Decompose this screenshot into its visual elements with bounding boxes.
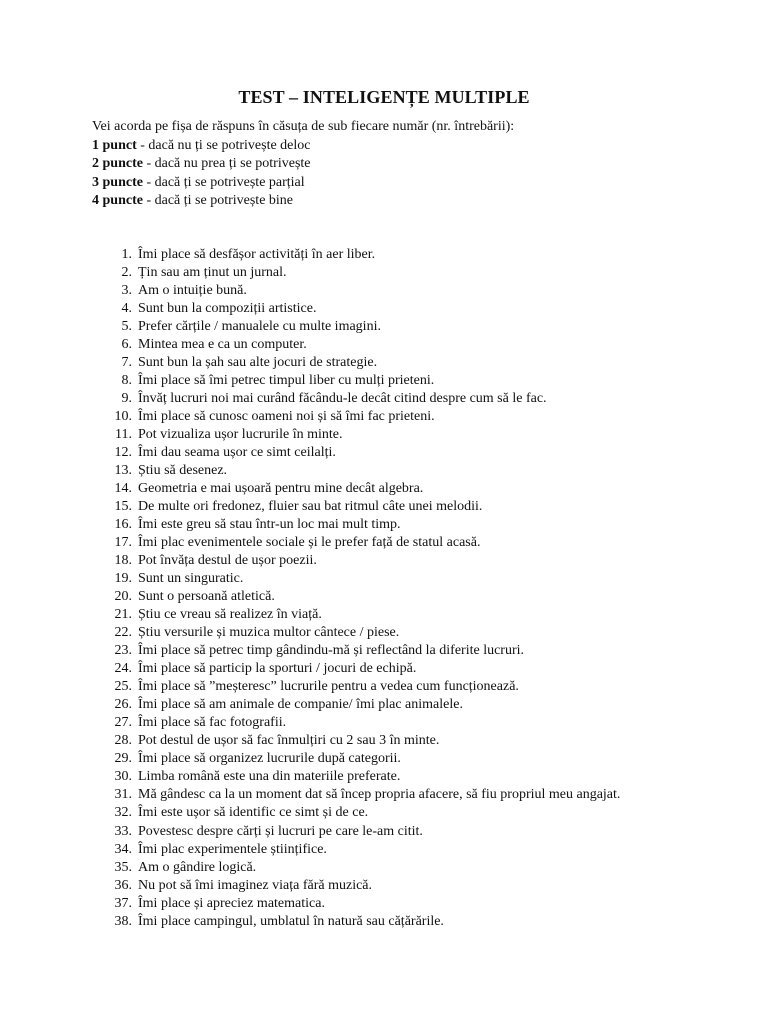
- question-number: 38.: [114, 913, 132, 929]
- question-text: De multe ori fredonez, fluier sau bat ritmul câte unei melodii.: [138, 499, 483, 515]
- question-number: 17.: [114, 535, 132, 551]
- question-text: Mă gândesc ca la un moment dat să încep propria afacere, să fiu propriul meu angajat.: [138, 787, 621, 803]
- question-text: Pot destul de ușor să fac înmulțiri cu 2 sau 3 în minte.: [138, 733, 440, 749]
- question-number: 30.: [114, 769, 132, 785]
- document-title: TEST – INTELIGENȚE MULTIPLE: [238, 87, 530, 107]
- question-item: [106, 300, 620, 318]
- question-item: [106, 786, 620, 804]
- question-item: [106, 877, 620, 895]
- question-item: [106, 408, 620, 426]
- question-number: 26.: [114, 697, 132, 713]
- question-item: [106, 570, 620, 588]
- question-item: [106, 804, 620, 822]
- question-item: [106, 841, 620, 859]
- question-text: Sunt bun la compoziții artistice.: [138, 301, 317, 317]
- question-list: [106, 246, 620, 931]
- question-text: Sunt o persoană atletică.: [138, 589, 275, 605]
- question-text: Îmi place să cunosc oameni noi și să îmi fac prieteni.: [138, 409, 435, 425]
- question-number: 11.: [115, 427, 132, 443]
- scoring-line: [92, 192, 514, 211]
- question-number: 6.: [121, 337, 132, 353]
- question-number: 15.: [114, 499, 132, 515]
- question-number: 37.: [114, 895, 132, 911]
- question-item: [106, 372, 620, 390]
- question-item: [106, 624, 620, 642]
- question-item: [106, 516, 620, 534]
- question-item: [106, 606, 620, 624]
- question-number: 31.: [114, 787, 132, 803]
- question-item: [106, 480, 620, 498]
- question-text: Pot învăța destul de ușor poezii.: [138, 553, 317, 569]
- question-text: Îmi place să particip la sporturi / jocuri de echipă.: [138, 661, 417, 677]
- question-item: [106, 354, 620, 372]
- question-text: Îmi place și apreciez matematica.: [138, 895, 325, 911]
- question-item: [106, 768, 620, 786]
- question-number: 24.: [114, 661, 132, 677]
- question-item: [106, 859, 620, 877]
- question-text: Geometria e mai ușoară pentru mine decât algebra.: [138, 481, 424, 497]
- question-text: Îmi place să ”meșteresc” lucrurile pentru a vedea cum funcționează.: [138, 679, 519, 695]
- question-item: [106, 336, 620, 354]
- question-number: 5.: [121, 319, 132, 335]
- question-number: 1.: [121, 247, 132, 262]
- question-number: 10.: [114, 409, 132, 425]
- scoring-line: [92, 155, 514, 174]
- question-number: 8.: [121, 373, 132, 389]
- question-item: [106, 913, 620, 931]
- question-text: Știu ce vreau să realizez în viață.: [138, 607, 322, 623]
- question-text: Îmi place să am animale de companie/ îmi plac animalele.: [138, 697, 463, 713]
- question-number: 35.: [114, 859, 132, 875]
- scoring-line: [92, 174, 514, 193]
- question-text: Mintea mea e ca un computer.: [138, 337, 307, 353]
- question-number: 32.: [114, 805, 132, 821]
- question-text: Sunt un singuratic.: [138, 571, 244, 587]
- question-number: 16.: [114, 517, 132, 533]
- question-text: Am o gândire logică.: [138, 859, 257, 875]
- question-text: Țin sau am ținut un jurnal.: [138, 265, 287, 281]
- question-item: [106, 696, 620, 714]
- question-text: Povestesc despre cărți și lucruri pe care le-am citit.: [138, 823, 423, 839]
- question-number: 34.: [114, 841, 132, 857]
- question-item: [106, 264, 620, 282]
- question-number: 12.: [114, 445, 132, 461]
- question-number: 21.: [114, 607, 132, 623]
- question-number: 29.: [114, 751, 132, 767]
- scoring-line: [92, 137, 514, 156]
- question-item: [106, 895, 620, 913]
- question-text: Îmi este ușor să identific ce simt și de ce.: [138, 805, 369, 821]
- question-item: [106, 462, 620, 480]
- question-number: 25.: [114, 679, 132, 695]
- question-text: Pot vizualiza ușor lucrurile în minte.: [138, 427, 343, 443]
- question-number: 36.: [114, 877, 132, 893]
- question-item: [106, 642, 620, 660]
- question-item: [106, 552, 620, 570]
- question-item: [106, 498, 620, 516]
- question-text: Îmi place campingul, umblatul în natură sau cățărările.: [138, 913, 444, 929]
- scoring-label: 1 punct: [92, 137, 137, 153]
- question-text: Îmi place să petrec timp gândindu-mă și reflectând la diferite lucruri.: [138, 643, 525, 659]
- question-text: Îmi place să organizez lucrurile după categorii.: [138, 751, 401, 767]
- scoring-text: - dacă ți se potrivește parțial: [142, 174, 305, 190]
- question-number: 22.: [114, 625, 132, 641]
- question-number: 14.: [114, 481, 132, 497]
- instructions-intro: Vei acorda pe fișa de răspuns în căsuța de sub fiecare număr (nr. întrebării):: [92, 119, 515, 134]
- question-number: 23.: [114, 643, 132, 659]
- question-item: [106, 823, 620, 841]
- question-item: [106, 426, 620, 444]
- instructions: [92, 118, 514, 211]
- scoring-label: 4 puncte: [92, 193, 143, 208]
- question-text: Știu versurile și muzica multor cântece / piese.: [138, 625, 400, 641]
- scoring-label: 2 puncte: [92, 156, 143, 171]
- question-number: 4.: [121, 301, 132, 317]
- question-number: 20.: [114, 589, 132, 605]
- question-number: 33.: [114, 823, 132, 839]
- question-text: Îmi este greu să stau într-un loc mai mult timp.: [138, 517, 401, 533]
- question-text: Sunt bun la șah sau alte jocuri de strategie.: [138, 355, 378, 371]
- question-item: [106, 534, 620, 552]
- question-number: 18.: [114, 553, 132, 569]
- question-item: [106, 588, 620, 606]
- question-text: Prefer cărțile / manualele cu multe imagini.: [138, 319, 381, 335]
- question-item: [106, 246, 620, 264]
- question-item: [106, 750, 620, 768]
- question-number: 7.: [121, 355, 132, 371]
- question-text: Îmi plac evenimentele sociale și le prefer față de statul acasă.: [138, 535, 481, 551]
- scoring-text: - dacă ți se potrivește bine: [142, 193, 294, 208]
- scoring-text: - dacă nu ți se potrivește deloc: [136, 137, 311, 153]
- scoring-text: - dacă nu prea ți se potrivește: [142, 156, 311, 171]
- question-item: [106, 318, 620, 336]
- question-number: 9.: [121, 391, 132, 407]
- question-number: 2.: [121, 265, 132, 281]
- question-text: Știu să desenez.: [138, 463, 228, 479]
- question-item: [106, 282, 620, 300]
- question-text: Limba română este una din materiile preferate.: [138, 769, 401, 785]
- question-number: 27.: [114, 715, 132, 731]
- question-item: [106, 732, 620, 750]
- question-number: 3.: [121, 283, 132, 299]
- question-item: [106, 714, 620, 732]
- scoring-label: 3 puncte: [92, 174, 143, 190]
- question-number: 13.: [114, 463, 132, 479]
- question-number: 19.: [114, 571, 132, 587]
- question-text: Îmi dau seama ușor ce simt ceilalți.: [138, 445, 336, 461]
- question-item: [106, 660, 620, 678]
- question-text: Nu pot să îmi imaginez viața fără muzică.: [138, 877, 373, 893]
- question-item: [106, 678, 620, 696]
- question-number: 28.: [114, 733, 132, 749]
- question-text: Îmi place să îmi petrec timpul liber cu mulți prieteni.: [138, 373, 435, 389]
- question-text: Am o intuiție bună.: [138, 283, 247, 299]
- question-item: [106, 390, 620, 408]
- question-text: Învăț lucruri noi mai curând făcându-le decât citind despre cum să le fac.: [138, 391, 547, 407]
- question-item: [106, 444, 620, 462]
- question-text: Îmi place să fac fotografii.: [138, 715, 287, 731]
- question-text: Îmi plac experimentele științifice.: [138, 841, 327, 857]
- question-text: Îmi place să desfășor activități în aer liber.: [138, 247, 376, 262]
